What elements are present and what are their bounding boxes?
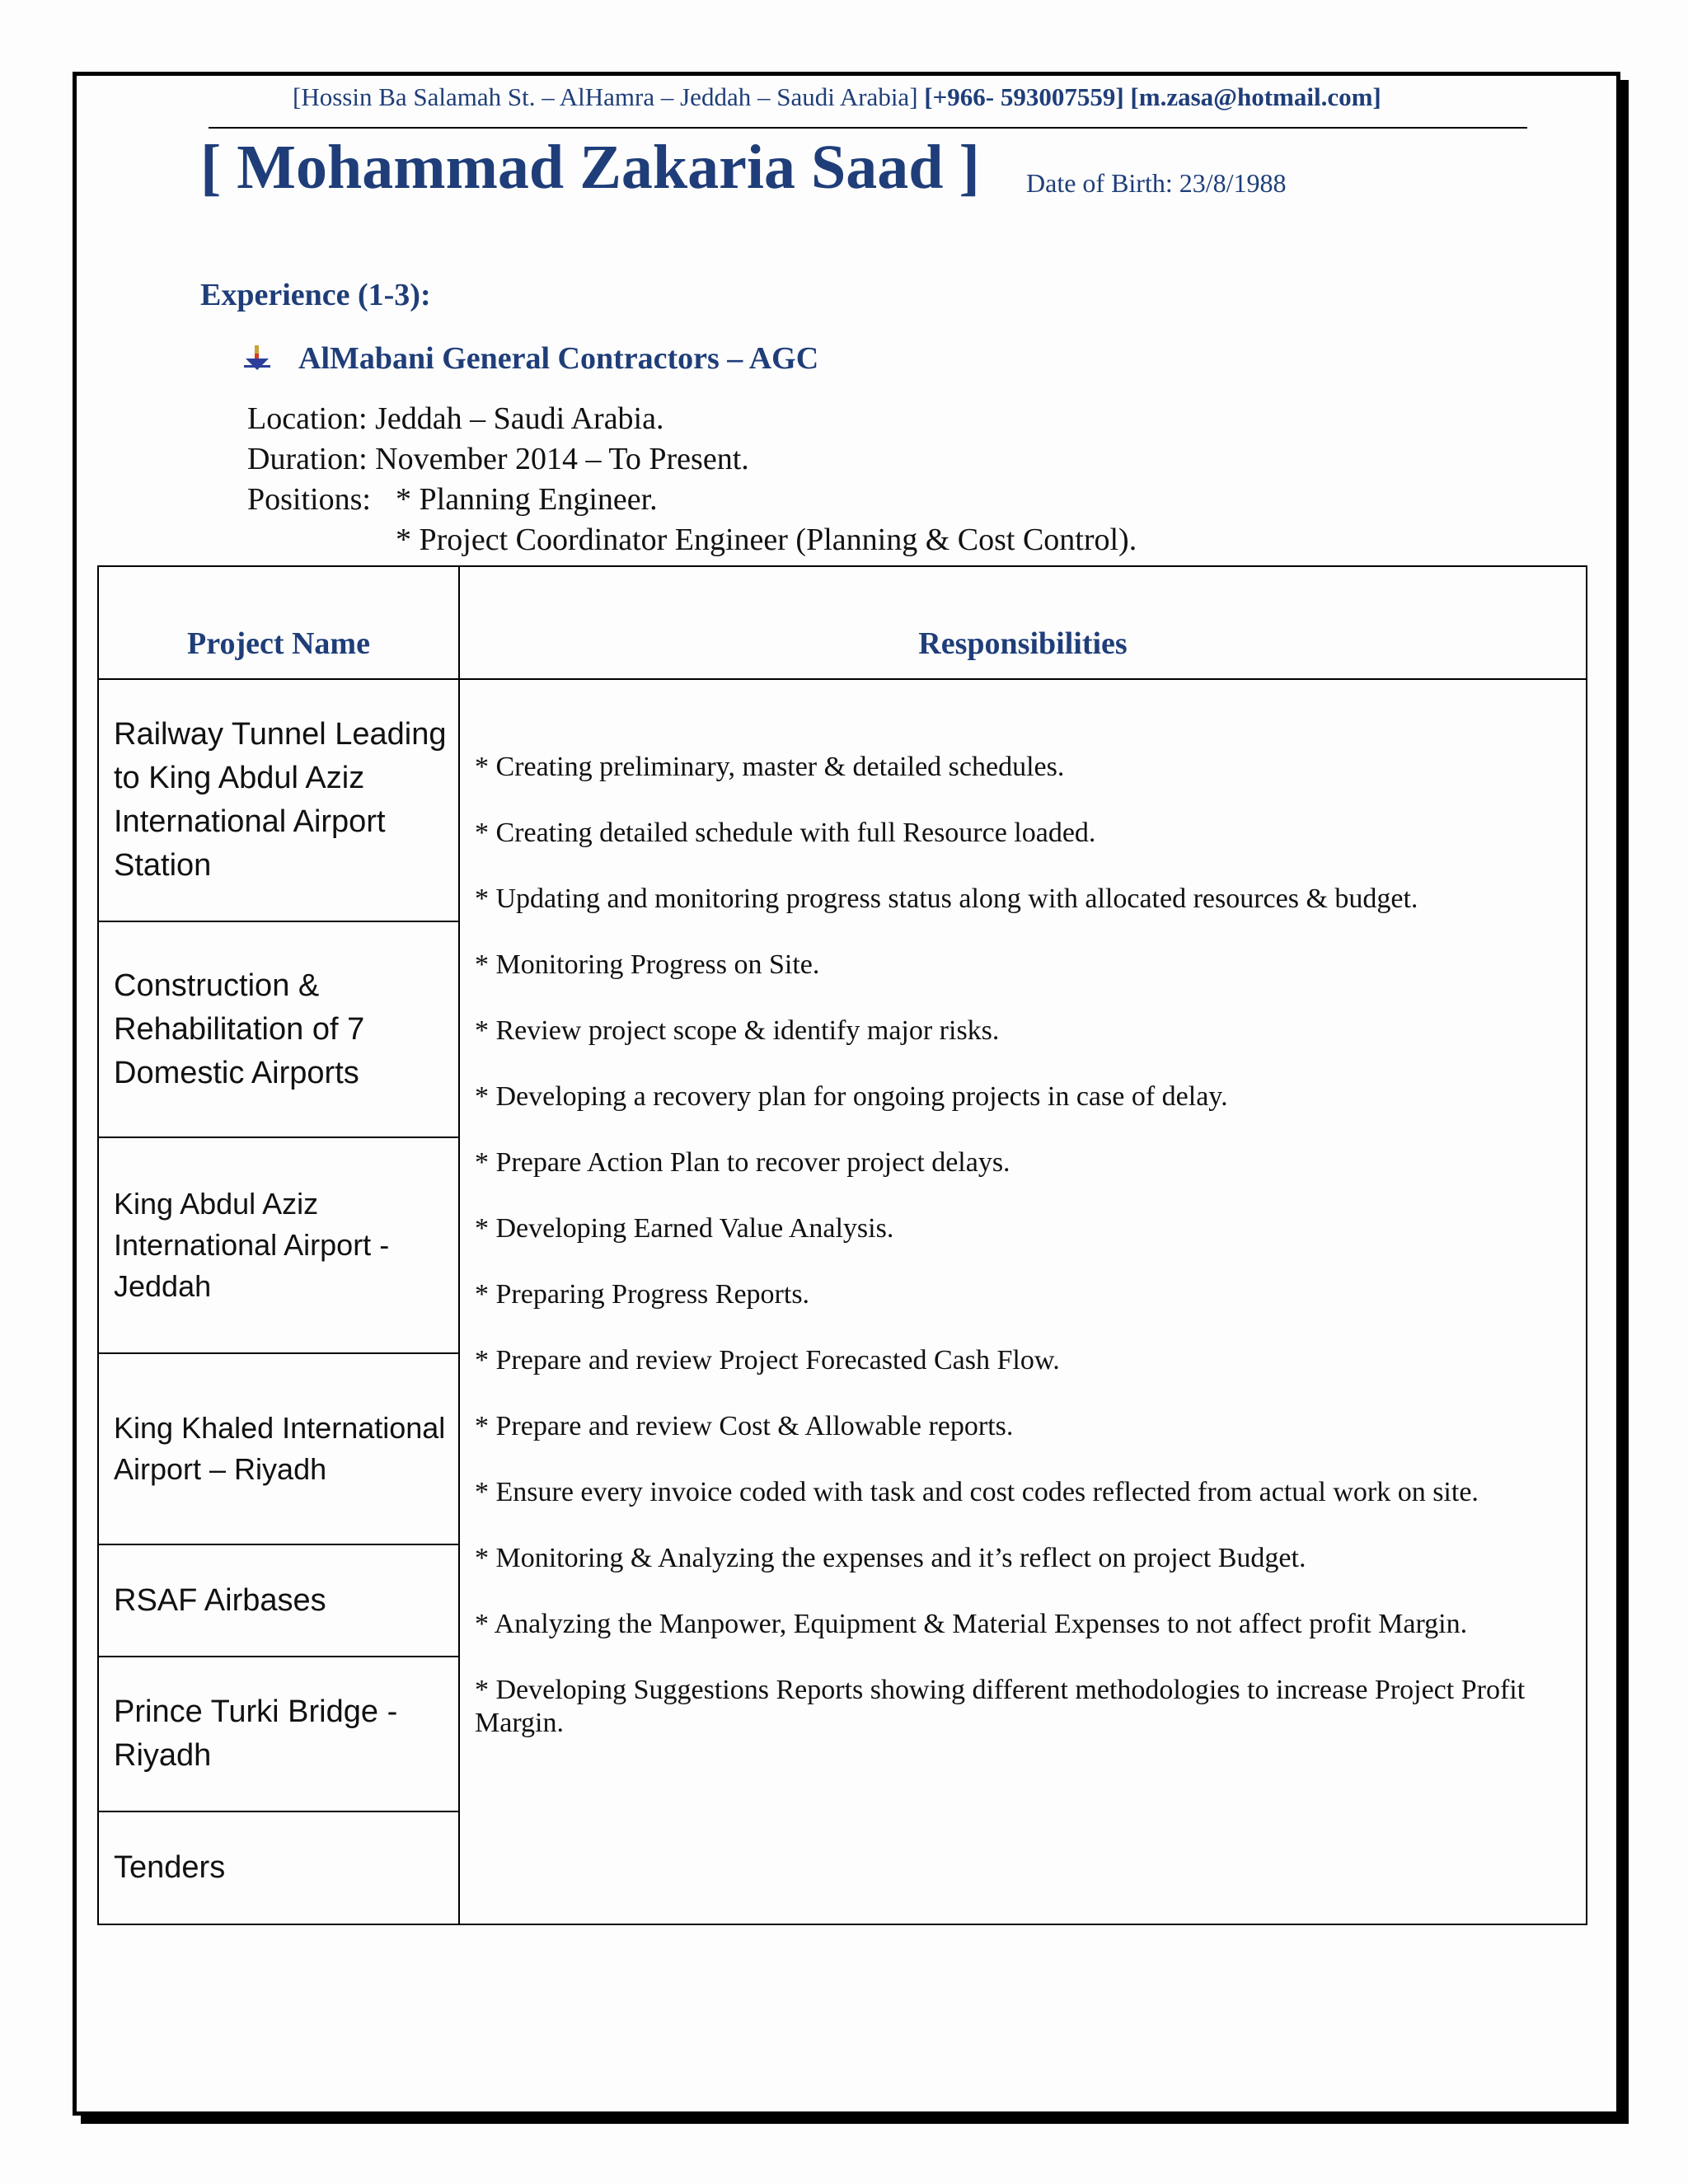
project-cell: Railway Tunnel Leading to King Abdul Aziz International Airport Station [98, 679, 459, 921]
responsibility-item: * Review project scope & identify major risks. [475, 1015, 1586, 1047]
responsibility-item: * Updating and monitoring progress status along with allocated resources & budget. [475, 883, 1586, 916]
header-project-name: Project Name [98, 566, 459, 679]
candidate-name: [ Mohammad Zakaria Saad ] [200, 133, 980, 202]
project-cell: King Khaled International Airport – Riyadh [98, 1353, 459, 1544]
responsibility-item: * Preparing Progress Reports. [475, 1278, 1586, 1311]
responsibility-item: * Developing Earned Value Analysis. [475, 1212, 1586, 1245]
responsibility-item: * Prepare and review Cost & Allowable reports. [475, 1410, 1586, 1443]
company-name: AlMabani General Contractors – AGC [298, 341, 819, 376]
contact-line [293, 82, 1381, 112]
responsibility-item: * Monitoring Progress on Site. [475, 949, 1586, 982]
phone: [+966- 593007559] [924, 82, 1124, 111]
project-cell: Prince Turki Bridge - Riyadh [98, 1657, 459, 1811]
responsibility-item: * Developing a recovery plan for ongoing projects in case of delay. [475, 1080, 1586, 1113]
responsibility-item: * Creating preliminary, master & detailed schedules. [475, 751, 1586, 784]
arrow-down-bullet-icon [242, 344, 272, 373]
email: [m.zasa@hotmail.com] [1130, 82, 1381, 111]
project-cell: RSAF Airbases [98, 1544, 459, 1657]
responsibilities-cell [459, 679, 1587, 1924]
project-cell: Tenders [98, 1811, 459, 1924]
date-of-birth: Date of Birth: 23/8/1988 [1026, 168, 1287, 198]
header-responsibilities: Responsibilities [459, 566, 1587, 679]
duration: Duration: November 2014 – To Present. [247, 442, 749, 476]
position-1: * Planning Engineer. [396, 482, 658, 517]
responsibility-item: * Ensure every invoice coded with task and cost codes reflected from actual work on site. [475, 1476, 1586, 1509]
project-cell: Construction & Rehabilitation of 7 Domestic Airports [98, 921, 459, 1137]
address: [Hossin Ba Salamah St. – AlHamra – Jeddah – Saudi Arabia] [293, 82, 918, 111]
header-rule [209, 127, 1527, 129]
responsibility-item: * Monitoring & Analyzing the expenses and it’s reflect on project Budget. [475, 1542, 1586, 1575]
position-2: * Project Coordinator Engineer (Planning & Cost Control). [396, 523, 1137, 557]
project-cell: King Abdul Aziz International Airport - Jeddah [98, 1137, 459, 1353]
responsibilities-list [475, 680, 1586, 1740]
experience-heading: Experience (1-3): [200, 278, 431, 312]
responsibility-item: * Analyzing the Manpower, Equipment & Material Expenses to not affect profit Margin. [475, 1608, 1586, 1641]
location: Location: Jeddah – Saudi Arabia. [247, 401, 664, 436]
responsibility-item: * Prepare Action Plan to recover project delays. [475, 1146, 1586, 1179]
company-heading [247, 340, 818, 377]
responsibility-item: * Developing Suggestions Reports showing different methodologies to increase Project Profit Margin. [475, 1674, 1586, 1740]
responsibility-item: * Prepare and review Project Forecasted Cash Flow. [475, 1344, 1586, 1377]
responsibility-item: * Creating detailed schedule with full Resource loaded. [475, 817, 1586, 850]
projects-table [97, 565, 1587, 1925]
positions-label: Positions: [247, 482, 371, 517]
